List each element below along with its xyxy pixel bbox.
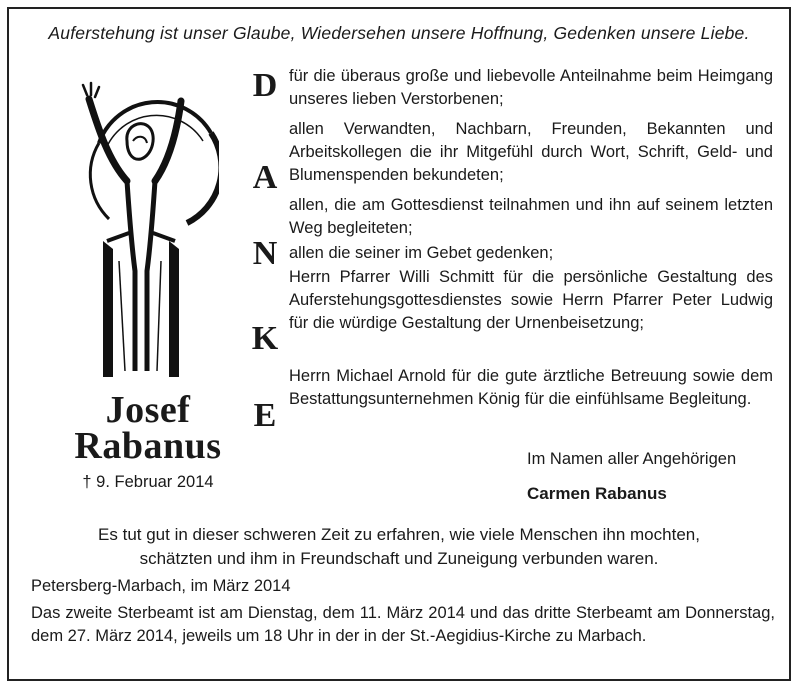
thanks-paragraph: Herrn Michael Arnold für die gute ärztliche Betreuung sowie dem Bestattungsunternehmen König für die einfühlsame Begleitung.: [289, 367, 773, 408]
danke-letter-a: A: [252, 159, 278, 196]
memorial-notice: Das zweite Sterbeamt ist am Dienstag, dem 11. März 2014 und das dritte Sterbeamt am Donnerstag, dem 27. März 2014, jeweils um 18 Uhr in der in der St.-Aegidius-Kirche zu Marbach.: [31, 604, 775, 645]
danke-letter-n: N: [252, 235, 278, 272]
danke-letter-e: E: [253, 397, 277, 434]
resurrection-figure-icon: [69, 71, 219, 381]
quote-line: schätzten und ihm in Freundschaft und Zuneigung verbunden waren.: [139, 549, 659, 568]
quote: [49, 523, 749, 571]
signer-name: Carmen Rabanus: [527, 484, 667, 503]
danke-letter-k: K: [251, 320, 279, 357]
thanks-paragraph: für die überaus große und liebevolle Anteilnahme beim Heimgang unseres lieben Verstorbenen;: [289, 67, 773, 108]
quote-line: Es tut gut in dieser schweren Zeit zu erfahren, wie viele Menschen ihn mochten,: [98, 525, 700, 544]
deceased-last-name: Rabanus: [74, 425, 222, 467]
thanks-paragraph: allen die seiner im Gebet gedenken;: [289, 244, 554, 262]
danke-letter-d: D: [252, 67, 278, 104]
thanks-paragraph: allen, die am Gottesdienst teilnahmen und ihn auf seinem letzten Weg begleiteten;: [289, 196, 773, 237]
thanks-paragraph: allen Verwandten, Nachbarn, Freunden, Bekannten und Arbeitskollegen die ihr Mitgefühl durch Wort, Schrift, Geld- und Blumenspenden bekundeten;: [289, 120, 773, 184]
place-date: Petersberg-Marbach, im März 2014: [31, 577, 291, 595]
deceased-first-name: Josef: [105, 389, 191, 431]
thanks-paragraph: Herrn Pfarrer Willi Schmitt für die persönliche Gestaltung des Auferstehungsgottesdienstes sowie Herrn Pfarrer Peter Ludwig für die würdige Gestaltung der Urnenbeisetzung;: [289, 268, 773, 332]
obituary-card: [7, 7, 791, 681]
death-date: † 9. Februar 2014: [82, 473, 214, 491]
motto: Auferstehung ist unser Glaube, Wiedersehen unsere Hoffnung, Gedenken unsere Liebe.: [48, 23, 750, 43]
signoff: Im Namen aller Angehörigen: [527, 450, 737, 468]
